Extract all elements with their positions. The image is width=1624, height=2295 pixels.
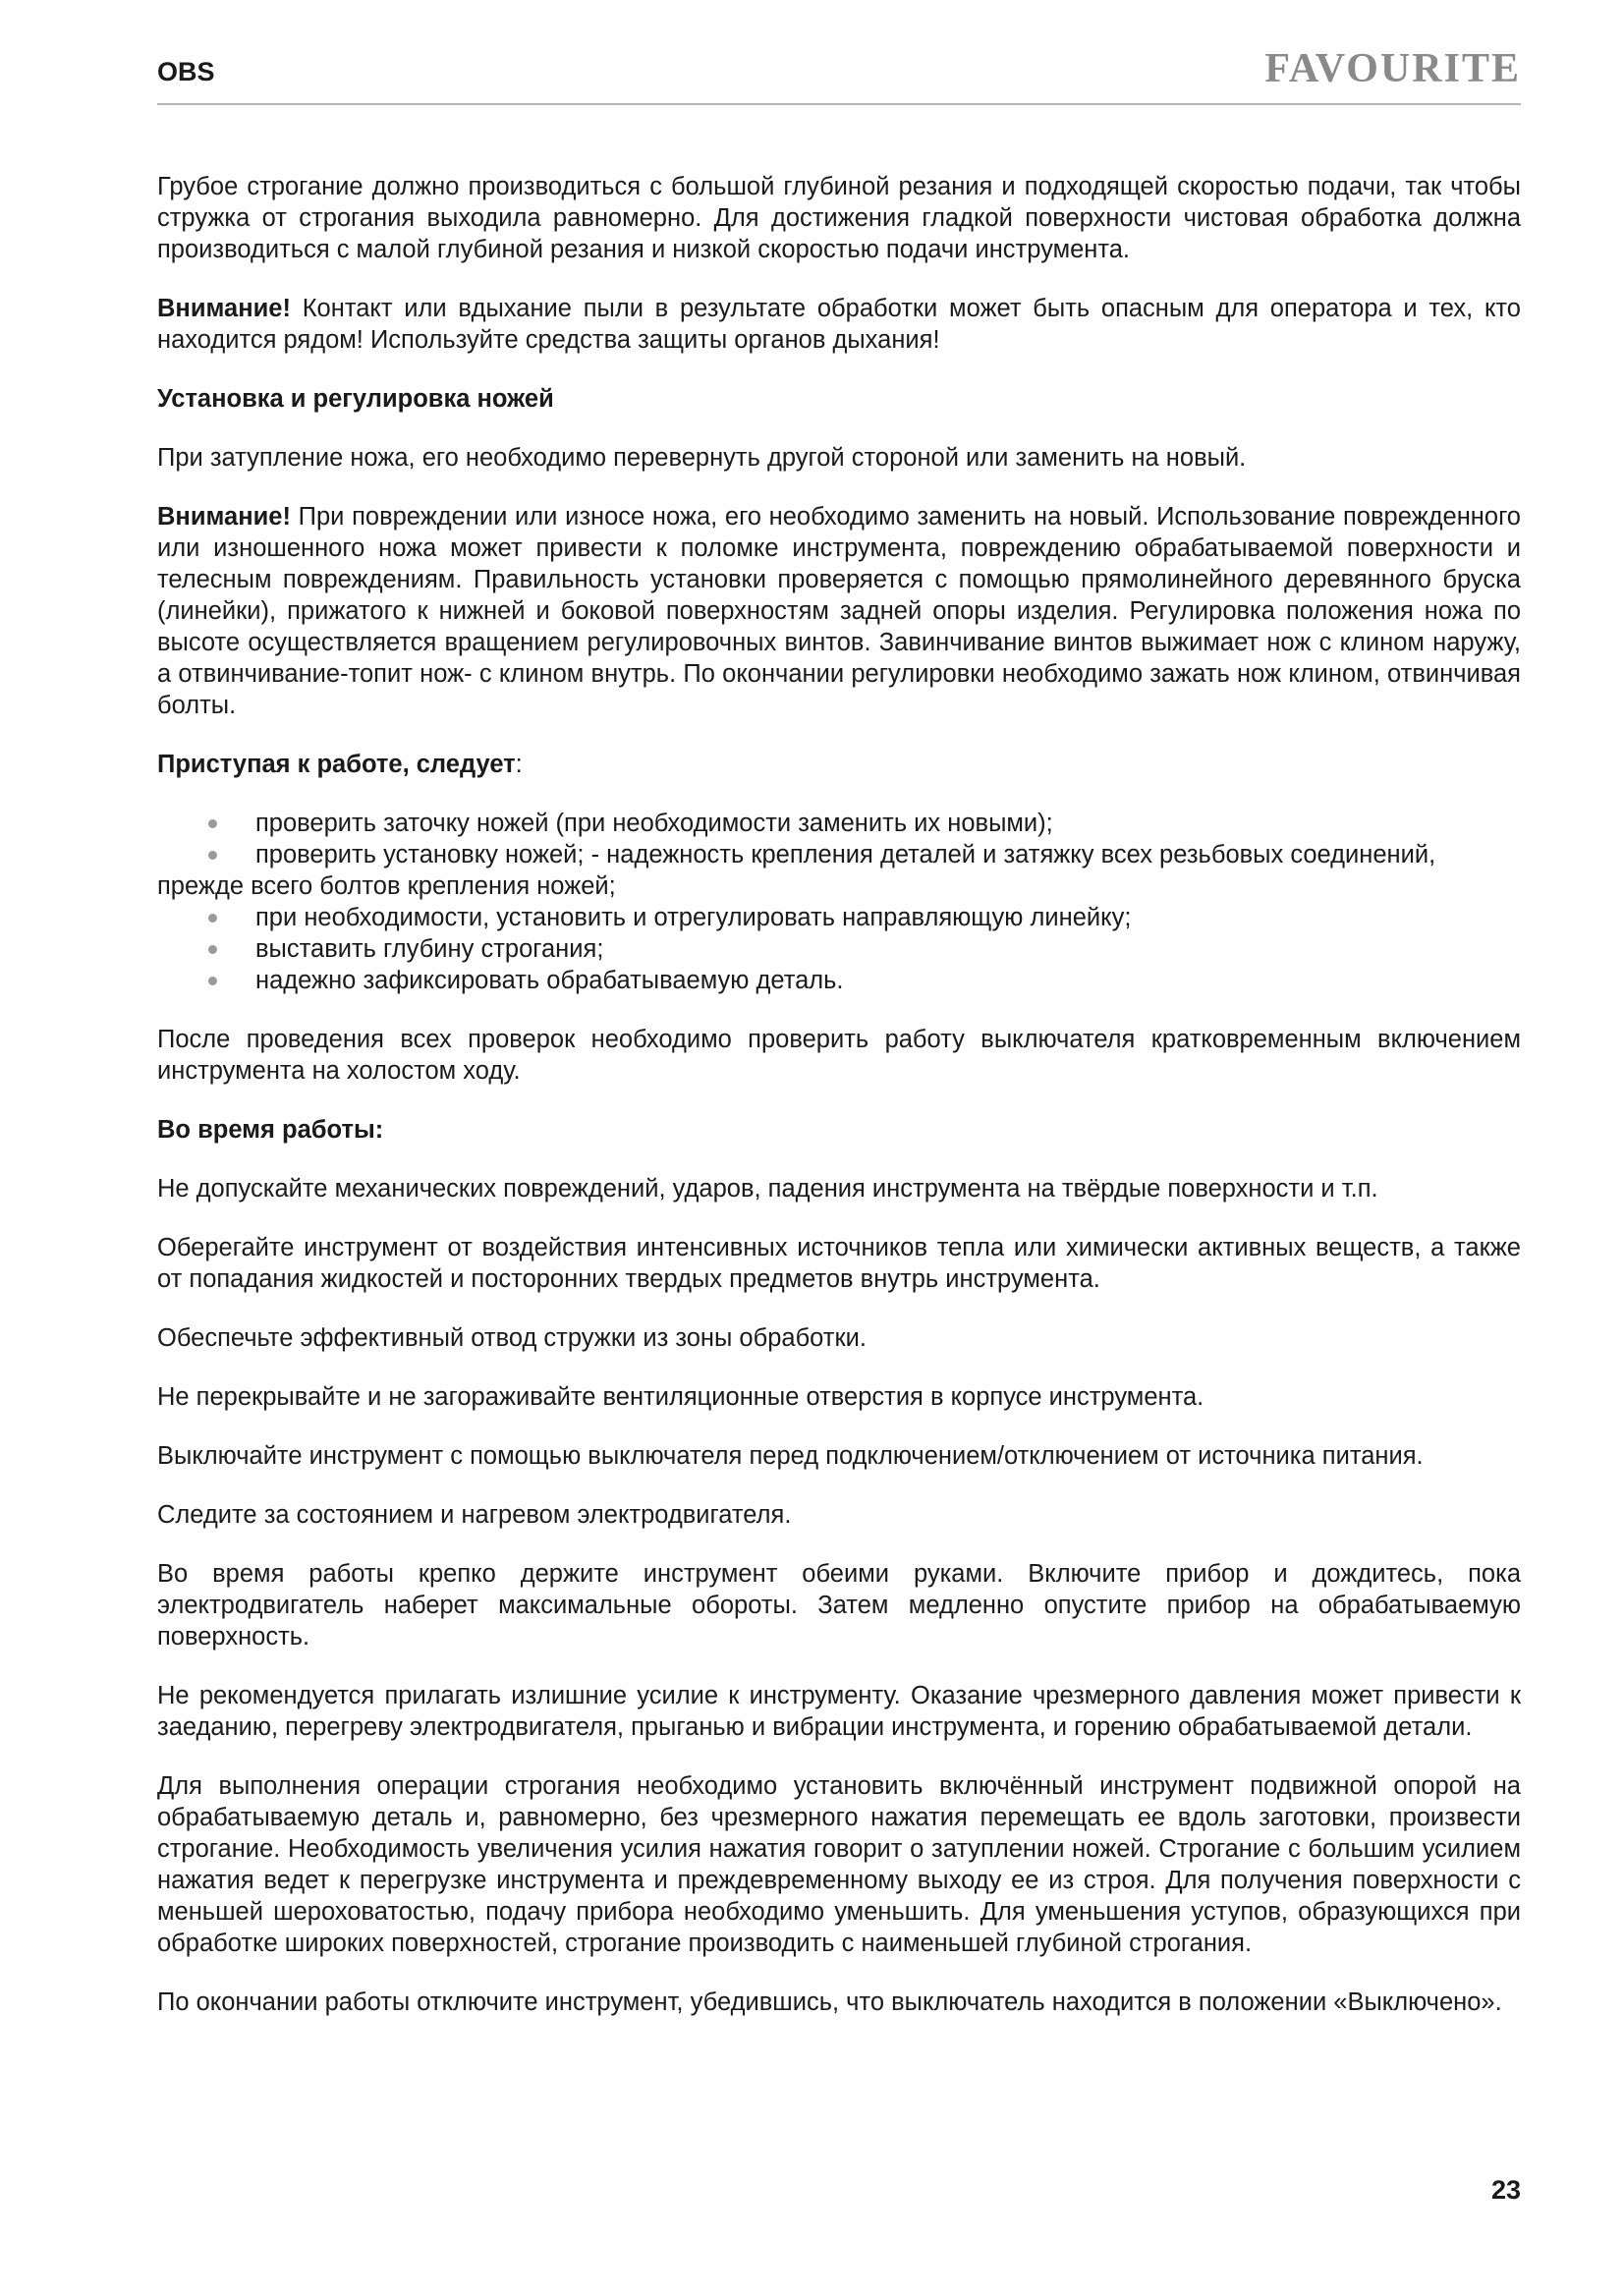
paragraph-motor: Следите за состоянием и нагревом электродвигателя.	[157, 1501, 792, 1529]
page-number: 23	[1490, 2175, 1521, 2205]
warning-text: При повреждении или износе ножа, его необходимо заменить на новый. Использование поврежденного или изношенного ножа может привести к поломке инструмента, повреждению обрабатываемой поверхности и телесным повреждениям. Правильность установки проверяется с помощью прямолинейного деревянного бруска (линейки), прижатого к нижней и боковой поверхностям задней опоры изделия. Регулировка положения ножа по высоте осуществляется вращением регулировочных винтов. Завинчивание винтов выжимает нож с клином наружу, а отвинчивание-топит нож- с клином внутрь. По окончании регулировки необходимо зажать нож клином, отвинчивая болты.	[157, 503, 1521, 719]
paragraph-planing-operation: Для выполнения операции строгания необходимо установить включённый инструмент подвижной опорой на обрабатываемую деталь и, равномерно, без чрезмерного нажатия перемещать ее вдоль заготовки, произвести строгание. Необходимость увеличения усилия нажатия говорит о затуплении ножей. Строгание с большим усилием нажатия ведет к перегрузке инструмента и преждевременному выходу ее из строя. Для получения поверхности с меньшей шероховатостью, подачу прибора необходимо уменьшить. Для уменьшения уступов, образующихся при обработке широких поверхностей, строгание производить с наименьшей глубиной строгания.	[157, 1772, 1521, 1957]
heading-during-work: Во время работы:	[157, 1116, 384, 1144]
heading-before-work	[157, 749, 1521, 780]
paragraph-end-work: По окончании работы отключите инструмент, убедившись, что выключатель находится в положении «Выключено».	[157, 1988, 1502, 2016]
heading-knives: Установка и регулировка ножей	[157, 385, 554, 413]
paragraph-hold-tool: Во время работы крепко держите инструмент обеими руками. Включите прибор и дождитесь, пока электродвигатель наберет максимальные обороты. Затем медленно опустите прибор на обрабатываемую поверхность.	[157, 1560, 1521, 1651]
page-body	[157, 171, 1521, 2045]
checklist	[157, 808, 1521, 996]
model-label: OBS	[157, 57, 215, 86]
list-item: надежно зафиксировать обрабатываемую деталь.	[157, 965, 1521, 996]
page-header	[157, 45, 1521, 102]
brand-logo: FAVOURITE	[1264, 46, 1521, 91]
list-item: выставить глубину строгания;	[157, 933, 1521, 965]
paragraph-idle-check: После проведения всех проверок необходимо проверить работу выключателя кратковременным включением инструмента на холостом ходу.	[157, 1026, 1521, 1085]
paragraph-rough-planing: Грубое строгание должно производиться с большой глубиной резания и подходящей скоростью подачи, так чтобы стружка от строгания выходила равномерно. Для достижения гладкой поверхности чистовая обработка должна производиться с малой глубиной резания и низкой скоростью подачи инструмента.	[157, 173, 1521, 263]
paragraph-knife-warning	[157, 501, 1521, 721]
paragraph-switch-off: Выключайте инструмент с помощью выключателя перед подключением/отключением от источника питания.	[157, 1442, 1424, 1470]
header-divider	[157, 103, 1521, 105]
paragraph-no-force: Не рекомендуется прилагать излишние усилие к инструменту. Оказание чрезмерного давления может привести к заеданию, перегреву электродвигателя, прыганью и вибрации инструмента, и горению обрабатываемой детали.	[157, 1682, 1521, 1741]
paragraph-protect-tool: Оберегайте инструмент от воздействия интенсивных источников тепла или химически активных веществ, а также от попадания жидкостей и посторонних твердых предметов внутрь инструмента.	[157, 1234, 1521, 1293]
paragraph-blunt-knife: При затупление ножа, его необходимо перевернуть другой стороной или заменить на новый.	[157, 444, 1247, 472]
heading-before-work-bold: Приступая к работе, следует	[157, 751, 516, 778]
list-item: проверить заточку ножей (при необходимости заменить их новыми);	[157, 808, 1521, 839]
paragraph-ventilation: Не перекрывайте и не загораживайте вентиляционные отверстия в корпусе инструмента.	[157, 1383, 1204, 1411]
heading-before-work-colon: :	[515, 751, 523, 778]
warning-label: Внимание!	[157, 503, 291, 531]
list-item: при необходимости, установить и отрегулировать направляющую линейку;	[157, 902, 1521, 933]
warning-label: Внимание!	[157, 295, 291, 322]
paragraph-dust-warning	[157, 293, 1521, 356]
paragraph-chip-removal: Обеспечьте эффективный отвод стружки из зоны обработки.	[157, 1324, 867, 1352]
paragraph-no-damage: Не допускайте механических повреждений, ударов, падения инструмента на твёрдые поверхности и т.п.	[157, 1175, 1378, 1203]
list-item: проверить установку ножей; - надежность крепления деталей и затяжку всех резьбовых соединений, прежде всего болтов крепления ножей;	[157, 839, 1521, 902]
warning-text: Контакт или вдыхание пыли в результате обработки может быть опасным для оператора и тех, кто находится рядом! Используйте средства защиты органов дыхания!	[157, 295, 1521, 354]
